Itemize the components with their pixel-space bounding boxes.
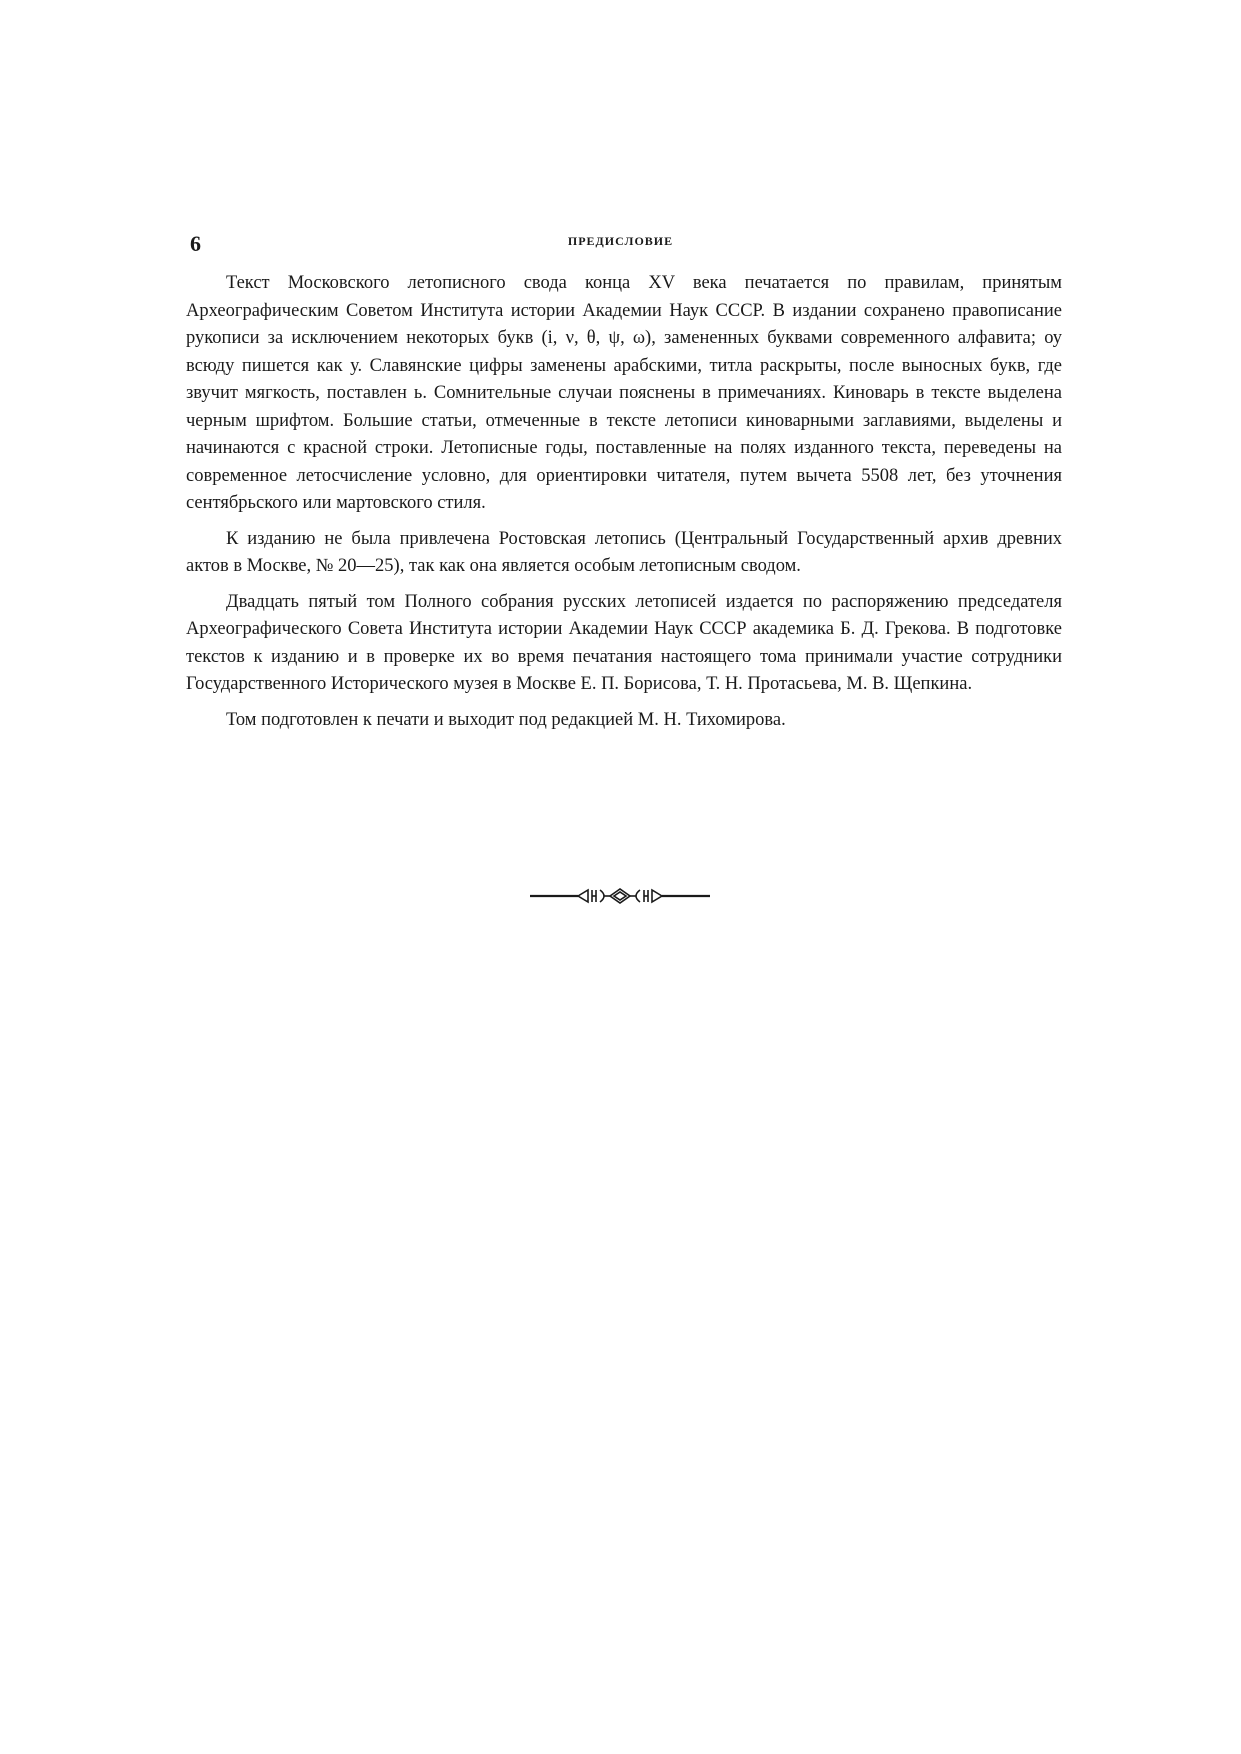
running-head: ПРЕДИСЛОВИЕ xyxy=(567,234,674,248)
decorative-divider-icon xyxy=(530,886,710,906)
preface-body xyxy=(186,270,1062,742)
paragraph-1: Текст Московского летописного свода конца XV века печатается по правилам, принятым Археографическим Советом Института истории Академии Наук СССР. В издании сохранено правописание рукописи за исключением некоторых букв (i, ν, θ, ψ, ω), замененных буквами современного алфавита; оу всюду пишется как у. Славянские цифры заменены арабскими, титла раскрыты, после выносных букв, где звучит мягкость, поставлен ь. Сомнительные случаи пояснены в примечаниях. Киноварь в тексте выделена черным шрифтом. Большие статьи, отмеченные в тексте летописи киноварными заглавиями, выделены и начинаются с красной строки. Летописные годы, поставленные на полях изданного текста, переведены на современное летосчисление условно, для ориентировки читателя, путем вычета 5508 лет, без уточнения сентябрьского или мартовского стиля. xyxy=(186,273,1062,513)
paragraph-4: Том подготовлен к печати и выходит под редакцией М. Н. Тихомирова. xyxy=(226,709,786,730)
page-number: 6 xyxy=(190,231,201,256)
paragraph-2: К изданию не была привлечена Ростовская летопись (Центральный Государственный архив древних актов в Москве, № 20—25), так как она является особым летописным сводом. xyxy=(186,528,1062,576)
paragraph-3: Двадцать пятый том Полного собрания русских летописей издается по распоряжению председателя Археографического Совета Института истории Академии Наук СССР академика Б. Д. Грекова. В подготовке текстов к изданию и в проверке их во время печатания настоящего тома принимали участие сотрудники Государственного Исторического музея в Москве Е. П. Борисова, Т. Н. Протасьева, М. В. Щепкина. xyxy=(186,591,1062,694)
